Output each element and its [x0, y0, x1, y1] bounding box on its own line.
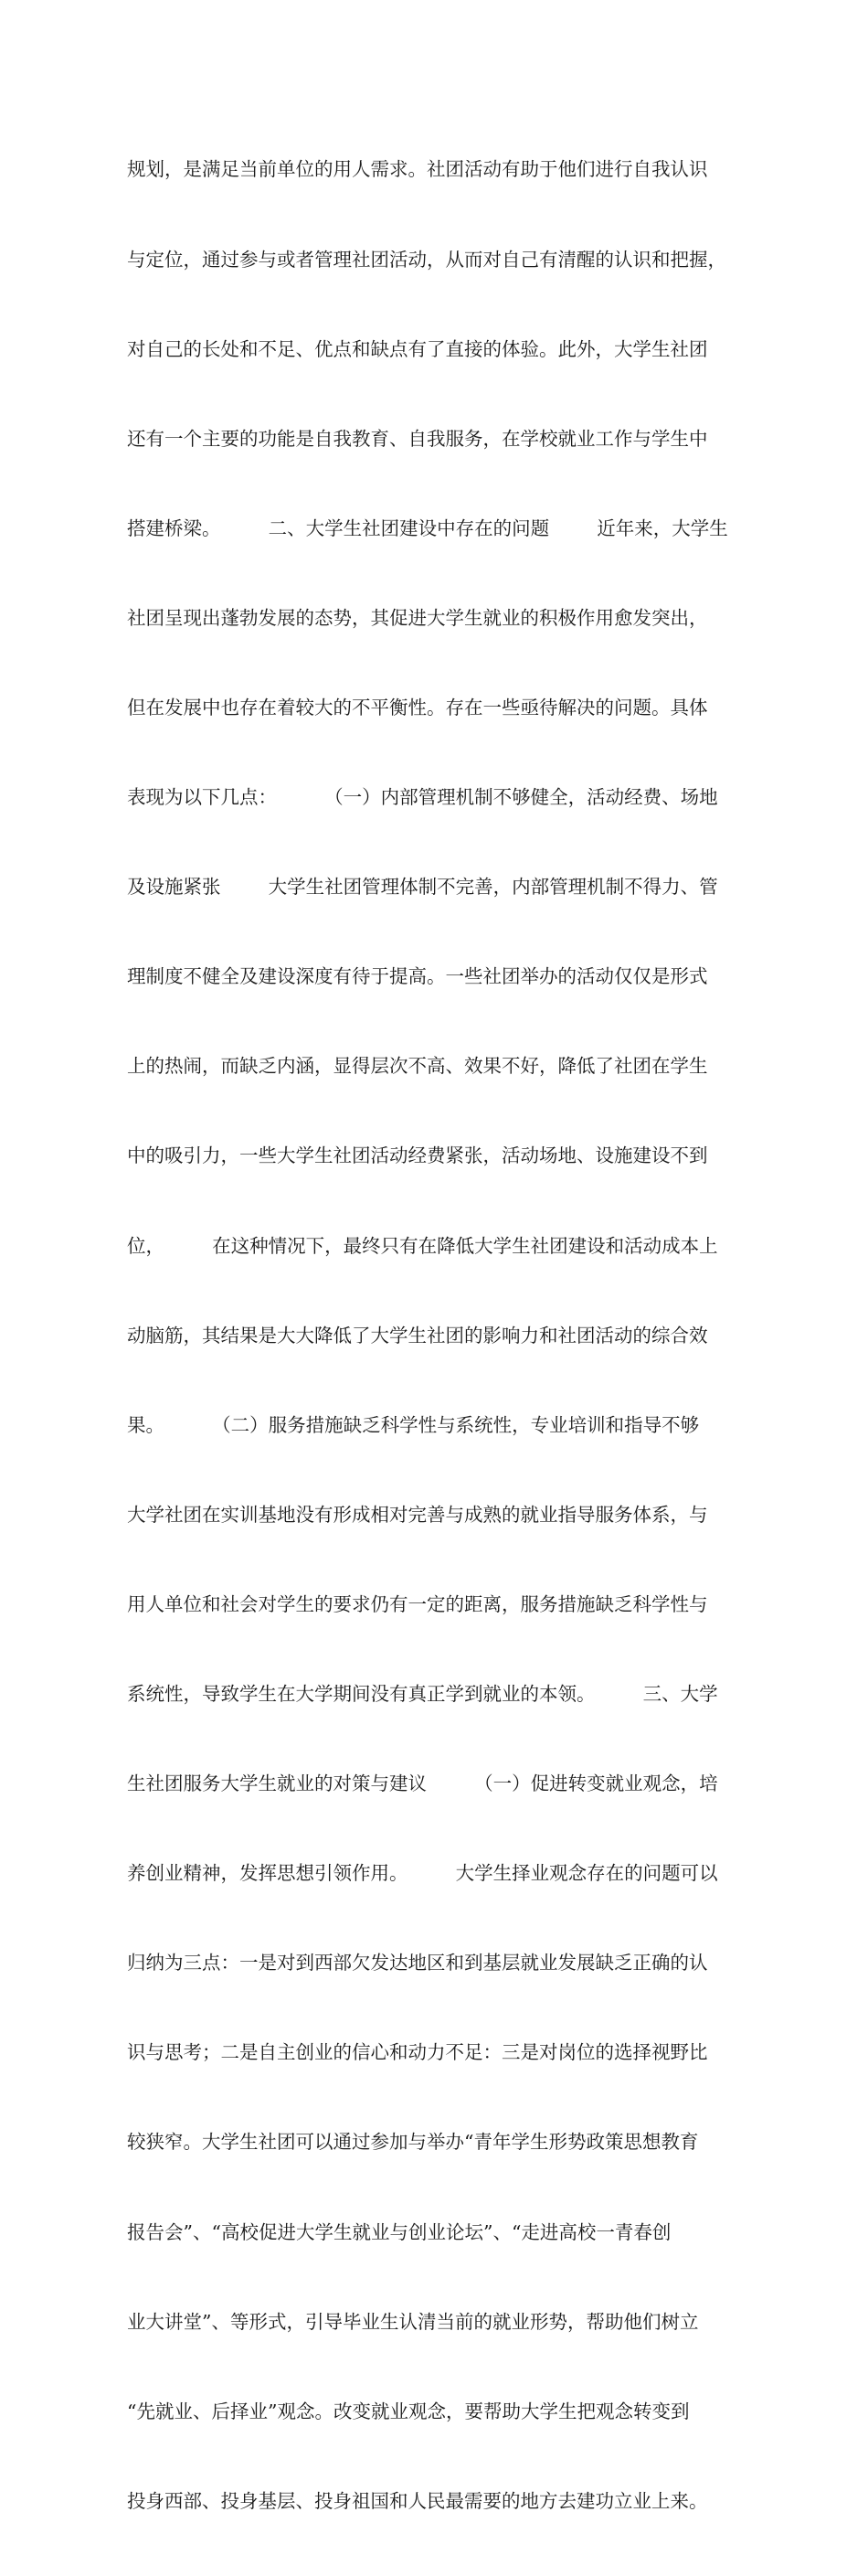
text-line: 动脑筋，其结果是大大降低了大学生社团的影响力和社团活动的综合效: [127, 1324, 708, 1347]
text-line: 识与思考；二是自主创业的信心和动力不足：三是对岗位的选择视野比: [127, 2041, 708, 2064]
text-line: 对自己的长处和不足、优点和缺点有了直接的体验。此外，大学生社团: [127, 337, 708, 360]
text-line: 与定位，通过参与或者管理社团活动，从而对自己有清醒的认识和把握，: [127, 248, 726, 271]
text-line: 养创业精神，发挥思想引领作用。 大学生择业观念存在的问题可以: [127, 1862, 718, 1885]
text-line: 果。 （二）服务措施缺乏科学性与系统性，专业培训和指导不够: [127, 1413, 700, 1436]
text-line: 理制度不健全及建设深度有待于提高。一些社团举办的活动仅仅是形式: [127, 965, 708, 988]
text-line: 社团呈现出蓬勃发展的态势，其促进大学生就业的积极作用愈发突出，: [127, 606, 708, 629]
text-line: 较狭窄。大学生社团可以通过参加与举办“青年学生形势政策思想教育: [127, 2131, 699, 2154]
text-line: 及设施紧张 大学生社团管理体制不完善，内部管理机制不得力、管: [127, 876, 718, 899]
text-line: 还有一个主要的功能是自我教育、自我服务，在学校就业工作与学生中: [127, 427, 708, 450]
text-line: 规划，是满足当前单位的用人需求。社团活动有助于他们进行自我认识: [127, 158, 708, 181]
text-line: 系统性，导致学生在大学期间没有真正学到就业的本领。 三、大学: [127, 1683, 718, 1705]
text-line: 上的热闹，而缺乏内涵，显得层次不高、效果不好，降低了社团在学生: [127, 1055, 708, 1078]
text-line: 位， 在这种情况下，最终只有在降低大学生社团建设和活动成本上: [127, 1234, 718, 1257]
text-line: 业大讲堂”、等形式，引导毕业生认清当前的就业形势，帮助他们树立: [127, 2310, 699, 2333]
body-text: [127, 95, 757, 2576]
text-line: 表现为以下几点： （一）内部管理机制不够健全，活动经费、场地: [127, 786, 718, 809]
text-line: 投身西部、投身基层、投身祖国和人民最需要的地方去建功立业上来。: [127, 2489, 708, 2512]
text-line: 但在发展中也存在着较大的不平衡性。存在一些亟待解决的问题。具体: [127, 696, 708, 719]
text-line: 搭建桥梁。 二、大学生社团建设中存在的问题 近年来，大学生: [127, 516, 728, 539]
text-line: 大学社团在实训基地没有形成相对完善与成熟的就业指导服务体系，与: [127, 1503, 708, 1526]
text-line: 生社团服务大学生就业的对策与建议 （一）促进转变就业观念，培: [127, 1772, 718, 1795]
text-line: 用人单位和社会对学生的要求仍有一定的距离，服务措施缺乏科学性与: [127, 1592, 708, 1615]
text-line: 中的吸引力，一些大学生社团活动经费紧张，活动场地、设施建设不到: [127, 1144, 708, 1167]
text-line: 归纳为三点：一是对到西部欠发达地区和到基层就业发展缺乏正确的认: [127, 1952, 708, 1975]
text-line: 报告会”、“高校促进大学生就业与创业论坛”、“走进高校一青春创: [127, 2220, 672, 2243]
text-line: “先就业、后择业”观念。改变就业观念，要帮助大学生把观念转变到: [127, 2400, 690, 2422]
